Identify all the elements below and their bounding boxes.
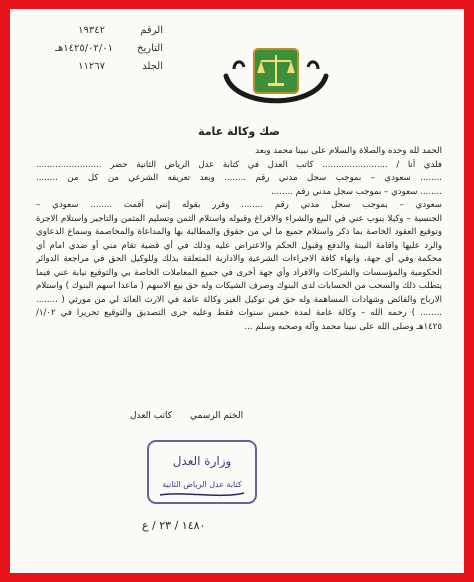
- body-line: فلدي أنا / ........................ كاتب العدل في كتابة عدل الرياض الثانية حضر ........................: [36, 159, 442, 170]
- scales-of-justice-icon: [216, 21, 336, 116]
- body-line: ١٤٢٥هـ وصلى الله على نبينا محمد وآله وصحبه وسلم ...: [244, 321, 442, 332]
- official-seal-label: الختم الرسمي: [190, 411, 244, 421]
- stamp-graphic: [142, 433, 262, 513]
- volume-label: الجلد: [142, 61, 163, 72]
- body-line: والرد عليها واقامة البينة والدفع وقبول الحكم والاعتراض عليه وذلك في أي قضية تقام مني أو ضدي امام أي: [36, 240, 442, 251]
- date-label: التاريخ: [137, 43, 163, 54]
- body-line: ........ سعودي – بموجب سجل مدني رقم ........ وبعد تعريفه الشرعي من كل من ........: [36, 173, 442, 183]
- body-line: الحمد لله وحده والصلاة والسلام على نبينا محمد وبعد: [255, 146, 442, 156]
- document-paper: [10, 9, 464, 573]
- stamp-text: وزارة العدل: [172, 454, 232, 468]
- notary-label: كاتب العدل: [130, 411, 173, 421]
- signature-stroke: [160, 493, 244, 495]
- document-content: [30, 23, 448, 558]
- body-line: الحكومية والمؤسسات والشركات والافراد وأي جهة أخرى في جميع المعاملات الخاصة بي والتوقيع نيابة عني فيما: [36, 267, 442, 278]
- body-line: ........ ) رحمه الله – وكالة عامة لمدة خمس سنوات فقط وعليه جرى التصديق والتوقيع تحريرا في ١/٠٢/: [36, 308, 442, 318]
- body-line: يتطلب ذلك والسحب من الحسابات لدى البنوك وصرف الشيكات وله حق بيع الاسهم ( ماعدا اسهم البنوك ) واستلام: [36, 281, 442, 291]
- body-line: ........ سعودي – بموجب سجل مدني رقم ........: [271, 186, 442, 197]
- body-line: الارباح والفائض وشهادات المساهمة وله حق في توكيل الغير وكالة عامة في الارث العائد لي من مورثي ( ........: [36, 294, 442, 305]
- body-line: وتوقيع العقود الخاصة بما ذكر واستلام جميع ما لي من حقوق والمطالبة بها والمداعاة والمخاصمة وسماع الدعاوي: [36, 227, 442, 237]
- official-stamp: [142, 433, 262, 513]
- stamp-subtext: كتابة عدل الرياض الثانية: [162, 480, 242, 489]
- document-body: [36, 145, 442, 334]
- date-value: ١٤٢٥/٠٢/٠١هـ: [55, 43, 113, 54]
- ref-value: ١٩٣٤٢: [78, 25, 105, 36]
- body-line: محكمة وفي أي جهة، وانهاء كافة الاجراءات الشرعية والادارية المتعلقة بذلك وللوكيل الحق في مراجعة الدوائر: [36, 254, 442, 264]
- body-line: الجنسية – وكيلا ينوب عني في البيع والشراء والافراغ وقبوله واستلام الثمن وتسليم المثمن والتاجير واستلام الاجرة: [36, 213, 442, 224]
- document-title: صك وكالة عامة: [198, 125, 280, 138]
- document-number: ١٤٨٠ / ٢٣ / ع: [142, 519, 206, 532]
- body-line: سعودي – بموجب سجل مدني رقم ........ وقرر بقوله إنني أقمت ........ سعودي –: [36, 200, 442, 210]
- ministry-emblem: [216, 21, 336, 116]
- volume-value: ١١٢٦٧: [78, 61, 105, 72]
- reference-block: [34, 25, 169, 105]
- ref-label: الرقم: [140, 25, 163, 36]
